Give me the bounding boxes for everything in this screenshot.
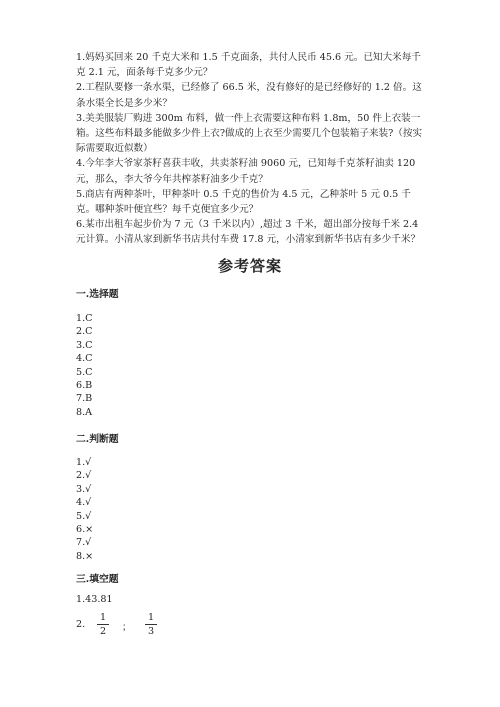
fraction-one-half	[97, 612, 109, 637]
choice-answers-list	[76, 312, 93, 419]
problem-3: 3.美美服装厂购进 300m 布料，做一件上衣需要这种布料 1.8m，50 件上衣装一箱。这些布料最多能做多少件上衣?做成的上衣至少需要几个包装箱子来装?（按实际需要取近似数）	[76, 112, 423, 155]
list-item: 3.√	[76, 483, 92, 495]
list-item: 7.√	[76, 537, 92, 549]
problem-2: 2.工程队要修一条水渠，已经修了 66.5 米，没有修好的是已经修好的 1.2 倍。这条水渠全长是多少米？	[76, 82, 422, 109]
section-heading-choice: 一.选择题	[76, 289, 119, 300]
list-item: 5.√	[76, 510, 92, 522]
list-item: 4.√	[76, 497, 92, 509]
fraction-bar	[97, 624, 109, 625]
fill-answer-2	[76, 612, 196, 636]
list-item: 3.C	[76, 339, 93, 351]
list-item: 6.×	[76, 523, 94, 535]
answer-separator: ；	[122, 622, 132, 633]
list-item: 2.C	[76, 326, 93, 338]
fraction-numerator: 1	[99, 612, 107, 623]
problem-1: 1.妈妈买回来 20 千克大米和 1.5 千克面条，共付人民币 45.6 元。已知大米每千克 2.1 元，面条每千克多少元？	[76, 52, 421, 79]
fraction-denominator: 3	[147, 626, 155, 637]
list-item: 2.√	[76, 470, 92, 482]
fraction-bar	[145, 624, 157, 625]
answers-title: 参考答案	[217, 257, 282, 275]
judgement-answers-list	[76, 456, 93, 563]
list-item: 7.B	[76, 393, 93, 405]
fraction-denominator: 2	[99, 626, 107, 637]
word-problems	[76, 50, 428, 248]
section-heading-judgement: 二.判断题	[76, 434, 119, 445]
list-item: 1.√	[76, 457, 92, 468]
list-item: 5.C	[76, 366, 93, 378]
list-item: 1.C	[76, 313, 93, 324]
fill-answer-2-number: 2.	[76, 619, 86, 630]
problem-4: 4.今年李大爷家茶籽喜获丰收，共卖茶籽油 9060 元，已知每千克茶籽油卖 120 元，那么，李大爷今年共榨茶籽油多少千克？	[76, 158, 416, 185]
problem-6: 6.某市出租车起步价为 7 元（3 千米以内）,超过 3 千米，超出部分按每千米 2.4 元计算。小清从家到新华书店共付车费 17.8 元，小清家到新华书店有多少千米？	[76, 219, 421, 246]
list-item: 8.×	[76, 550, 94, 562]
fraction-numerator: 1	[147, 612, 155, 623]
problem-5: 5.商店有两种茶叶，甲种茶叶 0.5 千克的售价为 4.5 元，乙种茶叶 5 元 0.5 千克。哪种茶叶便宜些？每千克便宜多少元？	[76, 188, 411, 216]
fraction-one-third	[145, 612, 157, 637]
section-heading-fill-blank: 三.填空题	[76, 574, 119, 585]
fill-answer-1: 1.43.81	[76, 594, 113, 605]
list-item: 4.C	[76, 353, 93, 365]
list-item: 6.B	[76, 379, 93, 391]
list-item: 8.A	[76, 406, 93, 418]
